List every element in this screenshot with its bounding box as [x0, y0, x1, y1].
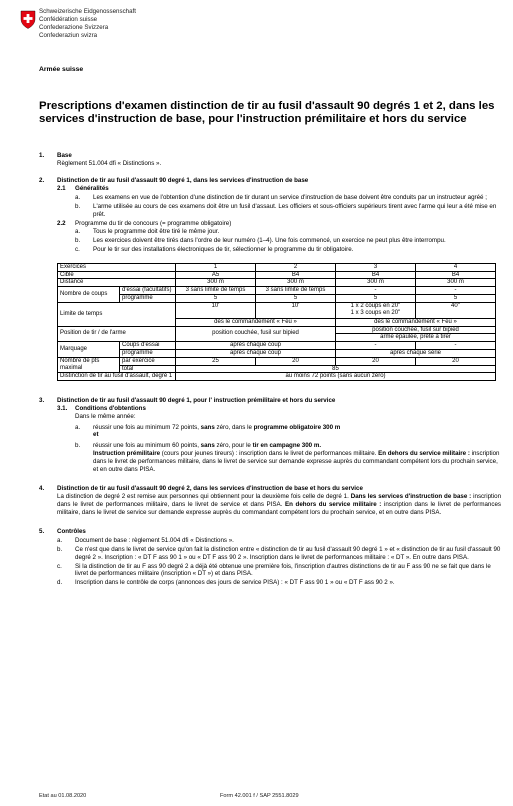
section-number: 2.: [39, 176, 45, 184]
table-row: Limite de temps 10' 10' 1 x 2 coups en 20'' 1 x 3 coups en 20'' 40'': [58, 302, 496, 318]
table-row: arme épaulée, prête à tirer: [58, 334, 496, 342]
subsection-number: 3.1.: [57, 404, 68, 412]
section-number: 3.: [39, 397, 45, 405]
section-2: [39, 177, 501, 254]
subsection-heading: Généralités: [75, 185, 109, 193]
table-row: Exercices 1 2 3 4: [58, 263, 496, 271]
administration-names: [39, 8, 136, 40]
table-row: Position de tir / de l'arme position couchée, fusil sur bipied position couchée, fusil sur bipied: [58, 326, 496, 334]
subsection-2-1: [57, 185, 501, 218]
footer-date: Etat au 01.08.2020: [39, 793, 87, 799]
section-heading: Base: [57, 152, 72, 159]
section-4: [39, 485, 501, 516]
table-row: programme après chaque coup après chaque série: [58, 349, 496, 357]
subsection-number: 2.2: [57, 219, 66, 227]
table-row: programme 5 5 5 5: [58, 294, 496, 302]
swiss-coat-of-arms-icon: [20, 10, 36, 29]
table-row: Distance 300 m 300 m 300 m 300 m: [58, 279, 496, 287]
section-heading: Distinction de tir au fusil d'assault 90 degré 1, pour l' instruction prémilitaire et hors du service: [57, 397, 336, 405]
table-row: Distinction de tir au fusil d'assault, degré 1 au moins 72 points (sans aucun zéro): [58, 373, 496, 381]
section-heading: Distinction de tir au fusil d'assault 90 degré 1, dans les services d'instruction de base: [57, 176, 309, 184]
subsection-number: 2.1: [57, 185, 66, 193]
section-heading: Distinction de tir au fusil d'assault 90 degré 2, dans les services d'instruction de base et hors du service: [57, 485, 363, 493]
department-name: Armée suisse: [39, 66, 84, 73]
table-row: Cible A5 B4 B4 B4: [58, 271, 496, 279]
table-row: Nombre de coups d'essai (facultatifs) 3 sans limite de temps 3 sans limite de temps - -: [58, 287, 496, 295]
section-1: [39, 152, 501, 168]
list-item: a. Tous le programme doit être tiré le même jour.: [75, 228, 220, 236]
subsection-2-2: [57, 220, 501, 254]
table-row: Nombre de pts maximal par exercice 25 20 20 20: [58, 357, 496, 365]
exercise-table: [57, 263, 496, 381]
subsection-3-1: [57, 405, 501, 473]
admin-line-de: Schweizerische Eidgenossenschaft: [39, 8, 136, 15]
subsection-heading: Conditions d'obtentions: [75, 404, 146, 412]
conjunction: et: [93, 431, 99, 439]
list-item: c. Si la distinction de tir au F ass 90 degré 2 a déjà été obtenue une première fois, l'inscription d'autres distinctions de tir au F ass 90 ne se fait que dans le livret de performances militaire (inscription « DT ») et dans PISA.: [57, 562, 491, 578]
section-3: [39, 397, 501, 473]
page-header: [10, 8, 410, 73]
admin-line-fr: Confédération suisse: [39, 16, 98, 23]
list-item: a. Document de base : règlement 51.004 dfi « Distinctions ».: [57, 537, 234, 545]
table-row: total 85: [58, 365, 496, 373]
admin-line-rm: Confederaziun svizra: [39, 32, 98, 39]
document-body: [39, 152, 501, 587]
admin-line-it: Confederazione Svizzera: [39, 24, 109, 31]
list-item: b. réussir une fois au minimum 60 points, sans zéro, pour le tir en campagne 300 m.: [75, 442, 322, 450]
section-text: Règlement 51.004 dfi « Distinctions ».: [57, 159, 162, 167]
table-row: Marquage Coups d'essai après chaque coup - -: [58, 342, 496, 350]
list-item: a. réussir une fois au minimum 72 points, sans zéro, dans le programme obligatoire 300 m et: [75, 424, 501, 440]
list-item: c. Pour le tir sur des installations électroniques de tir, sélectionner le programme du tir obligatoire.: [75, 245, 354, 253]
intro-text: Dans le même année:: [75, 412, 136, 420]
section-number: 5.: [39, 528, 45, 536]
subsection-note: (= programme obligatoire): [158, 219, 232, 227]
table-row: dès le commandement « Feu » dès le commandement « Feu »: [58, 318, 496, 326]
recording-text: Instruction prémilitaire (cours pour jeunes tireurs) : inscription dans le livret de performances militaire. En dehors du service militaire : inscription dans le livret de performances militaire, dans le livret de service sur demande expresse auprès du commandant compétent lors du prochain service, et en outre dans PISA.: [93, 449, 500, 473]
list-item: b. Ce n'est que dans le livret de service qu'on fait la distinction entre « distinction de tir au fusil d'assault 90 degré 1 » et « distinction de tir au fusil d'assault 90 degré 2 ». Inscription : « DT F ass 90 1 » ou « DT F ass 90 2 ». Inscription dans le livret de performances militaire : « DT ». En outre dans PISA.: [57, 546, 501, 561]
list-item: a. Les examens en vue de l'obtention d'une distinction de tir durant un service d'instruction de base doivent être conduits par un instructeur agréé ;: [75, 194, 487, 202]
document-title: Prescriptions d'examen distinction de tir au fusil d'assault 90 degrés 1 et 2, dans les services d'instruction de base, pour l'instruction prémilitaire et hors du service: [39, 100, 495, 125]
section-number: 1.: [39, 152, 45, 159]
section-number: 4.: [39, 485, 45, 493]
footer-form-number: Form 42.001 f / SAP 2551.8029: [220, 793, 299, 799]
section-5: [39, 528, 501, 587]
list-item: d. Inscription dans le contrôle de corps (annonces des jours de service PISA) : « DT F ass 90 1 » ou « DT F ass 90 2 ».: [57, 579, 395, 587]
section-heading: Contrôles: [57, 528, 86, 536]
list-item: b. L'arme utilisée au cours de ces examens doit être un fusil d'assaut. Les officiers et sous-officiers supérieurs tirent avec l'arme qui leur a été mise en prêt.: [75, 202, 497, 218]
section-text: La distinction de degré 2 est remise aux personnes qui obtiennent pour la deuxième fois celle de degré 1. Dans les services d'instruction de base : inscription dans le livret de performances militaire, dans le livret de service et dans PISA. En dehors du service militaire : inscription dans le livret de performances militaire, dans le livret de service sur demande expresse auprès du commandant compétent lors du prochain service, et en outre dans PISA.: [57, 493, 502, 516]
list-item: b. Les exercices doivent être tirés dans l'ordre de leur numéro (1–4). Une fois commencé, un exercice ne peut plus être interrompu.: [75, 237, 446, 245]
subsection-heading: Programme du tir de concours: [75, 219, 159, 227]
